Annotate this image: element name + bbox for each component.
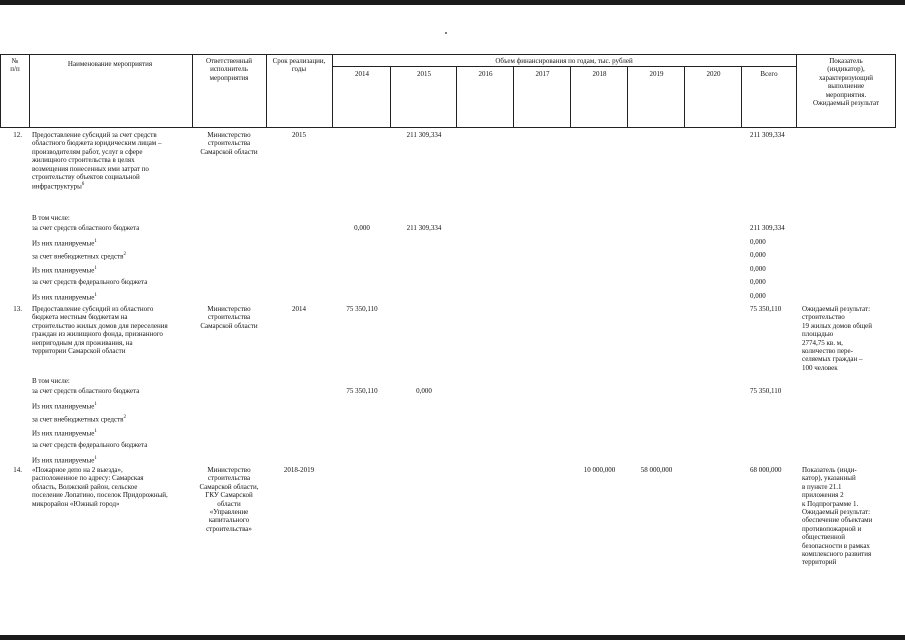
table-line-funding xyxy=(332,66,796,67)
footnote-mark: 1 xyxy=(94,238,97,244)
footnote-mark: 1 xyxy=(94,428,97,434)
scan-border-bottom xyxy=(0,635,905,640)
table-line-col6 xyxy=(895,54,896,127)
scan-border-top xyxy=(0,0,905,5)
sub-row-label: Из них планируемые$^1$ xyxy=(32,428,97,438)
header-year: 2020 xyxy=(706,70,721,78)
table-line-year xyxy=(456,66,457,127)
row-executor: Министерство строительства Самарской области xyxy=(200,305,258,330)
header-funding: Объем финансирования по годам, тыс. рублей xyxy=(495,57,633,65)
sub-row-label: за счет средств областного бюджета xyxy=(32,387,140,395)
table-line-year xyxy=(627,66,628,127)
row-title: Предоставление субсидий из областного бюджета местным бюджетам на строительство жилых домов для переселения граждан из жилищного фонда, признанного непригодным для проживания, на территории Самарской области xyxy=(32,305,168,356)
row-term: 2014 xyxy=(292,305,306,313)
row-title: «Пожарное депо на 2 выезда», расположенное по адресу: Самарская область, Волжский район, сельское поселение Лопатино, поселок Придорожный, микрорайон «Южный город» xyxy=(32,466,168,508)
sub-row-total: 0,000 xyxy=(750,278,766,287)
row-amount-2015: 211 309,334 xyxy=(406,131,442,139)
header-name: Наименование мероприятия xyxy=(67,60,153,68)
table-line-year xyxy=(390,66,391,127)
header-year: 2019 xyxy=(649,70,664,78)
table-line-col4 xyxy=(332,54,333,127)
sub-row-total: 211 309,334 xyxy=(750,224,785,232)
sub-row-total: 0,000 xyxy=(750,264,766,273)
header-year: 2018 xyxy=(592,70,607,78)
header-year: 2016 xyxy=(478,70,493,78)
table-line-header-bottom xyxy=(0,127,896,128)
row-indicator: Ожидаемый результат: строительство 19 жилых домов общей площадью 2774,75 кв. м, количество пере- селяемых граждан – 100 человек xyxy=(802,305,872,372)
table-line-top xyxy=(0,54,896,55)
table-line-col0 xyxy=(0,54,1,127)
header-year: 2017 xyxy=(535,70,550,78)
footnote-mark: 1 xyxy=(94,456,97,461)
sub-row-2015: 211 309,334 xyxy=(406,224,442,232)
table-line-year xyxy=(684,66,685,127)
row-amount-2018: 10 000,000 xyxy=(583,466,616,474)
scan-speck xyxy=(445,32,447,34)
row-executor: Министерство строительства Самарской области xyxy=(200,131,258,156)
sub-row-label: Из них планируемые$^1$ xyxy=(32,238,97,247)
sub-row-label: Из них планируемые$^1$ xyxy=(32,265,97,275)
header-num: № п/п xyxy=(10,57,20,74)
sub-row-label: Из них планируемые$^1$ xyxy=(32,293,97,302)
row-amount-2014: 75 350,110 xyxy=(346,305,378,313)
sub-row-2014: 75 350,110 xyxy=(346,387,378,395)
sub-row-total: 0,000 xyxy=(750,251,766,260)
row-total: 68 000,000 xyxy=(750,466,782,474)
header-year: 2015 xyxy=(417,70,431,78)
row-indicator: Показатель (инди- катор), указанный в пункте 21.1 приложения 2 к Подпрограмме 1. Ожидаемый результат: обеспечение объектами противопожарной и общественной безопасности в рамках комплексного развития территорий xyxy=(802,466,873,567)
sub-row-label: Из них планируемые$^1$ xyxy=(32,401,97,410)
sub-row-label: Из них планируемые$^1$ xyxy=(32,456,97,465)
table-line-col1 xyxy=(29,54,30,127)
sub-row-2015: 0,000 xyxy=(416,387,432,395)
sub-header: В том числе: xyxy=(32,214,70,222)
row-amount-2019: 58 000,000 xyxy=(640,466,673,474)
sub-row-2014: 0,000 xyxy=(354,224,370,232)
table-line-year xyxy=(570,66,571,127)
footnote-mark: 2 xyxy=(123,252,126,258)
sub-row-label: за счет средств областного бюджета xyxy=(32,224,140,232)
row-title: Предоставление субсидий за счет средств областного бюджета юридическим лицам – производителям работ, услуг в сфере жилищного строительства в целях возмещения понесенных ими затрат по строительству объектов социальной инфраструктуры$^6$ xyxy=(32,131,162,191)
table-line-year xyxy=(741,66,742,127)
sub-row-label: за счет внебюджетных средств$^2$ xyxy=(32,415,126,424)
footnote-mark: 6 xyxy=(81,182,85,188)
table-line-col5 xyxy=(796,54,797,127)
sub-row-total: 0,000 xyxy=(750,237,766,246)
header-term: Срок реализации, годы xyxy=(272,57,326,74)
sub-row-label: за счет средств федерального бюджета xyxy=(32,278,148,287)
row-total: 211 309,334 xyxy=(750,131,785,139)
footnote-mark: 1 xyxy=(94,265,97,271)
row-number: 14. xyxy=(13,466,22,474)
sub-row-label: за счет внебюджетных средств$^2$ xyxy=(32,252,126,261)
row-term: 2015 xyxy=(292,131,306,139)
header-year: 2014 xyxy=(355,70,369,78)
row-number: 13. xyxy=(13,305,22,313)
row-term: 2018-2019 xyxy=(283,466,315,474)
sub-row-label: за счет средств федерального бюджета xyxy=(32,441,148,450)
sub-header: В том числе: xyxy=(32,377,70,385)
header-executor: Ответственный исполнитель мероприятия xyxy=(205,57,253,82)
row-total: 75 350,110 xyxy=(750,305,782,313)
table-line-col2 xyxy=(192,54,193,127)
row-executor: Министерство строительства Самарской области, ГКУ Самарской области «Управление капитального строительства» xyxy=(199,466,259,533)
header-year: Всего xyxy=(760,70,778,78)
sub-row-total: 0,000 xyxy=(750,292,766,300)
sub-row-total: 75 350,110 xyxy=(750,387,782,395)
table-line-col3 xyxy=(266,54,267,127)
table-line-year xyxy=(513,66,514,127)
footnote-mark: 1 xyxy=(94,401,97,407)
footnote-mark: 1 xyxy=(94,293,97,298)
header-indicator: Показатель (индикатор), характеризующий выполнение мероприятия. Ожидаемый результат xyxy=(812,57,880,108)
footnote-mark: 2 xyxy=(123,415,126,421)
row-number: 12. xyxy=(13,131,22,139)
